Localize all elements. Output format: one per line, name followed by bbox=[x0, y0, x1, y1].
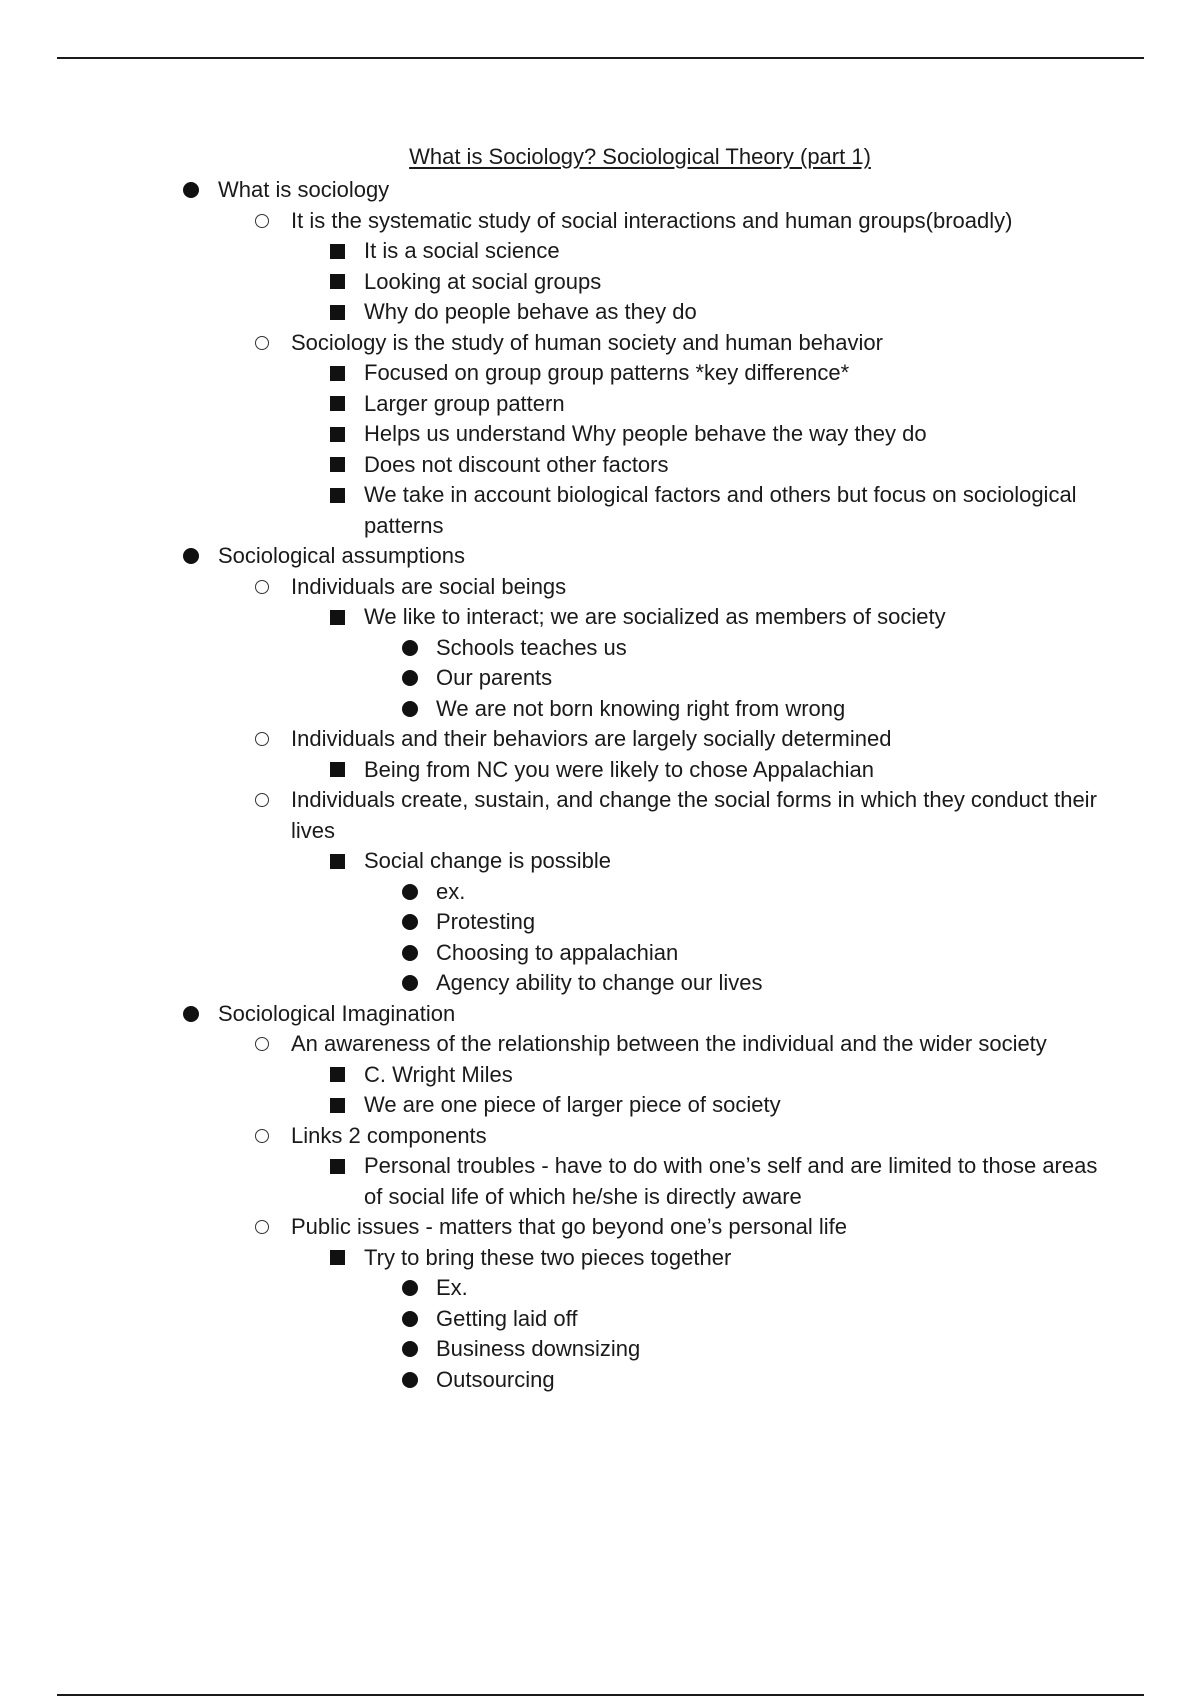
list-item-text: Why do people behave as they do bbox=[364, 299, 697, 324]
bullet-icon bbox=[255, 785, 269, 815]
bullet-icon bbox=[402, 663, 418, 693]
bullet-icon bbox=[183, 175, 199, 205]
bullet-icon bbox=[330, 236, 345, 266]
list-item-text: Helps us understand Why people behave the way they do bbox=[364, 421, 927, 446]
list-item bbox=[0, 785, 1110, 846]
list-item-text: It is the systematic study of social interactions and human groups(broadly) bbox=[291, 207, 1013, 233]
bullet-icon bbox=[330, 1090, 345, 1120]
list-item bbox=[0, 694, 1110, 725]
bullet-icon bbox=[255, 572, 269, 602]
list-item bbox=[0, 755, 1110, 786]
bullet-icon bbox=[330, 1060, 345, 1090]
bullet-icon bbox=[255, 206, 269, 236]
bullet-icon bbox=[330, 419, 345, 449]
list-item bbox=[0, 1334, 1110, 1365]
list-item-text: Larger group pattern bbox=[364, 390, 565, 416]
list-item bbox=[0, 358, 1110, 389]
list-item-text: Outsourcing bbox=[436, 1366, 555, 1392]
bullet-icon bbox=[330, 1243, 345, 1273]
list-item bbox=[0, 999, 1110, 1030]
list-item bbox=[0, 663, 1110, 694]
list-item bbox=[0, 633, 1110, 664]
list-item bbox=[0, 1212, 1110, 1243]
bullet-icon bbox=[330, 480, 345, 510]
list-item-text: We are one piece of larger piece of society bbox=[364, 1092, 781, 1117]
list-item-text: Personal troubles - have to do with one’s self and are limited to those areas of social life of which he/she is directly aware bbox=[364, 1153, 1098, 1209]
bullet-icon bbox=[330, 267, 345, 297]
list-item-text: We like to interact; we are socialized as members of society bbox=[364, 604, 946, 629]
notes-outline bbox=[0, 175, 1200, 1395]
list-item-text: Looking at social groups bbox=[364, 268, 602, 294]
list-item bbox=[0, 1273, 1110, 1304]
list-item bbox=[0, 480, 1110, 541]
bullet-icon bbox=[402, 694, 418, 724]
list-item-text: Sociology is the study of human society and human behavior bbox=[291, 329, 883, 355]
list-item bbox=[0, 1121, 1110, 1152]
list-item bbox=[0, 1365, 1110, 1396]
bullet-icon bbox=[402, 907, 418, 937]
list-item bbox=[0, 175, 1110, 206]
list-item-text: Protesting bbox=[436, 909, 536, 934]
list-item bbox=[0, 541, 1110, 572]
list-item bbox=[0, 236, 1110, 267]
list-item-text: Business downsizing bbox=[436, 1336, 641, 1361]
list-item-text: Sociological assumptions bbox=[218, 543, 466, 568]
list-item bbox=[0, 1060, 1110, 1091]
list-item bbox=[0, 389, 1110, 420]
bullet-icon bbox=[402, 1365, 418, 1395]
bullet-icon bbox=[255, 1121, 269, 1151]
list-item bbox=[0, 1243, 1110, 1274]
list-item-text: Schools teaches us bbox=[436, 634, 627, 660]
list-item bbox=[0, 907, 1110, 938]
list-item-text: Try to bring these two pieces together bbox=[364, 1244, 732, 1270]
list-item-text: Individuals are social beings bbox=[291, 573, 567, 599]
bullet-icon bbox=[255, 1029, 269, 1059]
list-item bbox=[0, 877, 1110, 908]
bullet-icon bbox=[255, 328, 269, 358]
bullet-icon bbox=[330, 1151, 345, 1181]
list-item bbox=[0, 724, 1110, 755]
bullet-icon bbox=[402, 1304, 418, 1334]
list-item-text: Focused on group group patterns *key difference* bbox=[364, 360, 850, 385]
list-item-text: Public issues - matters that go beyond one’s personal life bbox=[291, 1214, 848, 1239]
list-item bbox=[0, 267, 1110, 298]
list-item bbox=[0, 938, 1110, 969]
bullet-icon bbox=[402, 938, 418, 968]
list-item-text: We take in account biological factors and others but focus on sociological patterns bbox=[364, 482, 1077, 538]
list-item-text: Getting laid off bbox=[436, 1305, 578, 1331]
page-title: What is Sociology? Sociological Theory (part 1) bbox=[409, 144, 871, 169]
list-item bbox=[0, 1304, 1110, 1335]
bullet-icon bbox=[330, 297, 345, 327]
list-item bbox=[0, 419, 1110, 450]
list-item-text: Links 2 components bbox=[291, 1122, 487, 1148]
top-rule bbox=[57, 57, 1144, 59]
list-item-text: It is a social science bbox=[364, 238, 560, 263]
list-item bbox=[0, 297, 1110, 328]
bullet-icon bbox=[402, 1273, 418, 1303]
list-item-text: Sociological Imagination bbox=[218, 1000, 456, 1026]
list-item-text: C. Wright Miles bbox=[364, 1061, 513, 1087]
list-item-text: Social change is possible bbox=[364, 848, 612, 873]
list-item-text: Individuals and their behaviors are largely socially determined bbox=[291, 726, 892, 751]
bullet-icon bbox=[330, 846, 345, 876]
list-item-text: Being from NC you were likely to chose Appalachian bbox=[364, 756, 874, 782]
list-item-text: Our parents bbox=[436, 665, 553, 690]
list-item-text: Agency ability to change our lives bbox=[436, 970, 763, 995]
bullet-icon bbox=[330, 358, 345, 388]
list-item bbox=[0, 1151, 1110, 1212]
list-item bbox=[0, 1029, 1110, 1060]
bullet-icon bbox=[330, 450, 345, 480]
list-item bbox=[0, 450, 1110, 481]
list-item bbox=[0, 968, 1110, 999]
list-item bbox=[0, 572, 1110, 603]
bullet-icon bbox=[402, 877, 418, 907]
list-item-text: ex. bbox=[436, 878, 466, 904]
bottom-rule bbox=[57, 1694, 1144, 1696]
list-item-text: An awareness of the relationship between the individual and the wider society bbox=[291, 1031, 1047, 1056]
list-item bbox=[0, 206, 1110, 237]
list-item-text: Individuals create, sustain, and change the social forms in which they conduct their lives bbox=[291, 787, 1097, 843]
list-item-text: What is sociology bbox=[218, 177, 390, 202]
list-item bbox=[0, 846, 1110, 877]
bullet-icon bbox=[330, 602, 345, 632]
list-item-text: Choosing to appalachian bbox=[436, 939, 679, 965]
bullet-icon bbox=[330, 389, 345, 419]
bullet-icon bbox=[183, 999, 199, 1029]
bullet-icon bbox=[330, 755, 345, 785]
bullet-icon bbox=[255, 724, 269, 754]
bullet-icon bbox=[402, 968, 418, 998]
list-item-text: Does not discount other factors bbox=[364, 451, 669, 477]
bullet-icon bbox=[402, 1334, 418, 1364]
bullet-icon bbox=[402, 633, 418, 663]
list-item-text: Ex. bbox=[436, 1275, 468, 1300]
list-item bbox=[0, 1090, 1110, 1121]
bullet-icon bbox=[255, 1212, 269, 1242]
list-item bbox=[0, 602, 1110, 633]
list-item-text: We are not born knowing right from wrong bbox=[436, 695, 846, 721]
list-item bbox=[0, 328, 1110, 359]
bullet-icon bbox=[183, 541, 199, 571]
